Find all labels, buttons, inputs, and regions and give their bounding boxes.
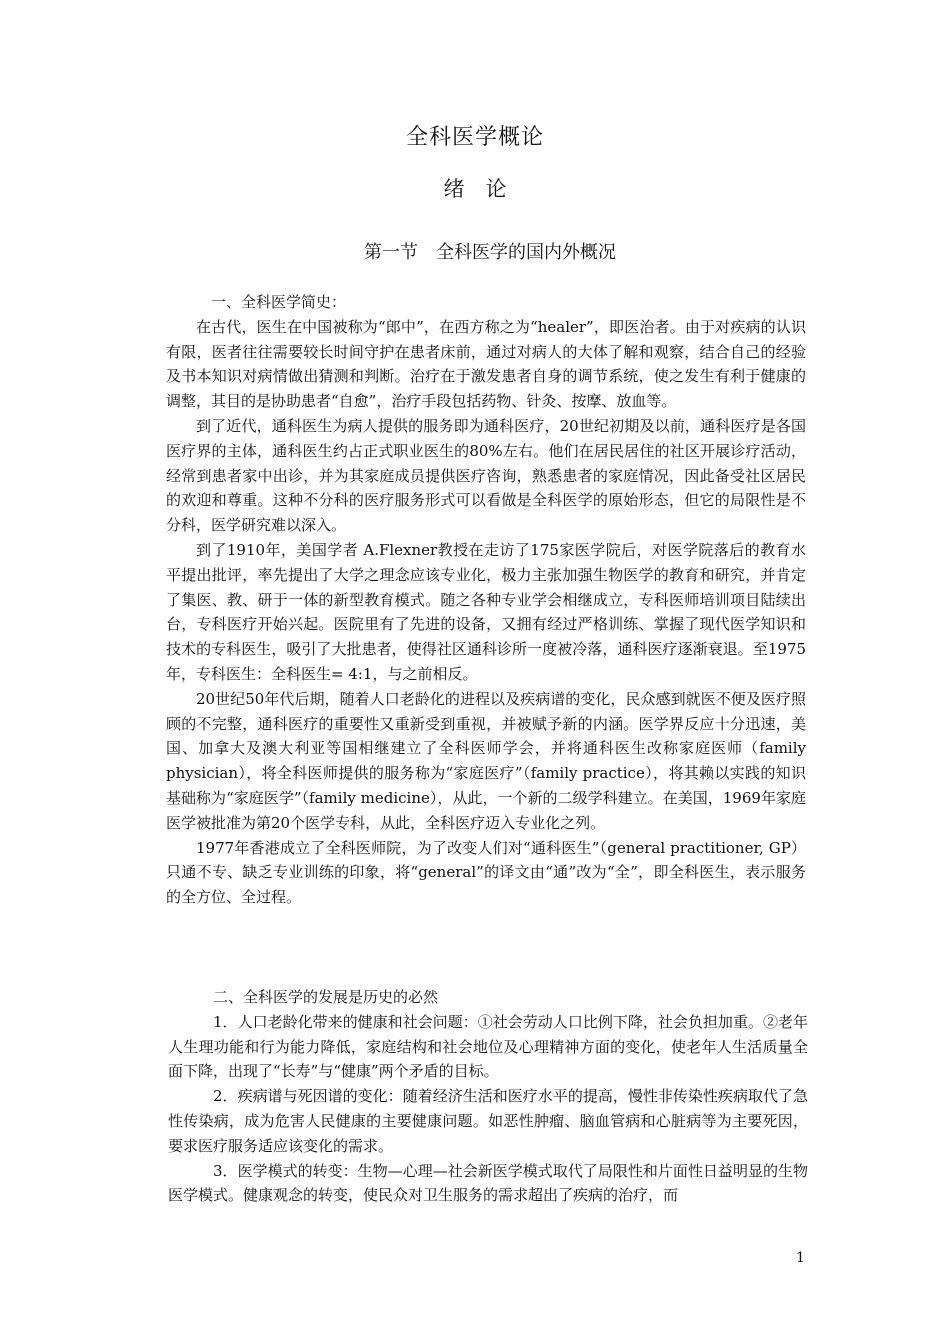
part1-paragraph-3: 到了1910年，美国学者 A.Flexner教授在走访了175家医学院后，对医学院落后的教育水平提出批评，率先提出了大学之理念应该专业化，极力主张加强生物医学的教育和研究，并肯定了集医、教、研于一体的新型教育模式。随之各种专业学会相继成立，专科医师培训项目陆续出台，专科医疗开始兴起。医院里有了先进的设备，又拥有经过严格训练、掌握了现代医学知识和技术的专科医生，吸引了大批患者，使得社区通科诊所一度被冷落，通科医疗逐渐衰退。至1975年，专科医生：全科医生= 4:1，与之前相反。: [166, 540, 806, 683]
part2-item-1: 1．人口老龄化带来的健康和社会问题：①社会劳动人口比例下降，社会负担加重。②老年人生理功能和行为能力降低，家庭结构和社会地位及心理精神方面的变化，使老年人生活质量全面下降，出现了“长寿”与“健康”两个矛盾的目标。: [168, 1012, 808, 1081]
section-two-body: [168, 985, 808, 1208]
document-subtitle: 绪 论: [443, 177, 507, 201]
part2-heading: 二、全科医学的发展是历史的必然: [213, 988, 439, 1006]
part1-paragraph-1: 在古代，医生在中国被称为“郎中”，在西方称之为“healer”，即医治者。由于对疾病的认识有限，医者往往需要较长时间守护在患者床前，通过对病人的大体了解和观察，结合自己的经验及书本知识对病情做出猜测和判断。治疗在于激发患者自身的调节系统，使之发生有利于健康的调整，其目的是协助患者“自愈”，治疗手段包括药物、针灸、按摩、放血等。: [166, 317, 806, 411]
part1-paragraph-2: 到了近代，通科医生为病人提供的服务即为通科医疗，20世纪初期及以前，通科医疗是各国医疗界的主体，通科医生约占正式职业医生的80%左右。他们在居民居住的社区开展诊疗活动，经常到患者家中出诊，并为其家庭成员提供医疗咨询，熟悉患者的家庭情况，因此备受社区居民的欢迎和尊重。这种不分科的医疗服务形式可以看做是全科医学的原始形态，但它的局限性是不分科，医学研究难以深入。: [166, 416, 806, 535]
part1-paragraph-5: 1977年香港成立了全科医师院，为了改变人们对“通科医生”（general practitioner, GP）只通不专、缺乏专业训练的印象，将“general”的译文由“通”改为“全”，即全科医生，表示服务的全方位、全过程。: [166, 838, 806, 907]
part2-item-2: 2．疾病谱与死因谱的变化：随着经济生活和医疗水平的提高，慢性非传染性疾病取代了急性传染病，成为危害人民健康的主要健康问题。如恶性肿瘤、脑血管病和心脏病等为主要死因，要求医疗服务适应该变化的需求。: [168, 1087, 808, 1155]
section-one-body: [166, 290, 806, 910]
section-title: 第一节 全科医学的国内外概况: [364, 242, 616, 263]
part1-heading: 一、全科医学简史：: [211, 293, 347, 311]
page-number: 1: [796, 1250, 805, 1266]
part1-paragraph-4: 20世纪50年代后期，随着人口老龄化的进程以及疾病谱的变化，民众感到就医不便及医疗照顾的不完整，通科医疗的重要性又重新受到重视，并被赋予新的内涵。医学界反应十分迅速，美国、加拿大及澳大利亚等国相继建立了全科医师学会，并将通科医生改称家庭医师（family physician），将全科医师提供的服务称为“家庭医疗”（family practice），将其赖以实践的知识基础称为“家庭医学”（family medicine），从此，一个新的二级学科建立。在美国，1969年家庭医学被批准为第20个医学专科，从此，全科医疗迈入专业化之列。: [166, 689, 806, 832]
document-title: 全科医学概论: [405, 125, 544, 150]
part2-item-3: 3．医学模式的转变：生物—心理—社会新医学模式取代了局限性和片面性日益明显的生物医学模式。健康观念的转变，使民众对卫生服务的需求超出了疾病的治疗，而: [168, 1161, 808, 1205]
